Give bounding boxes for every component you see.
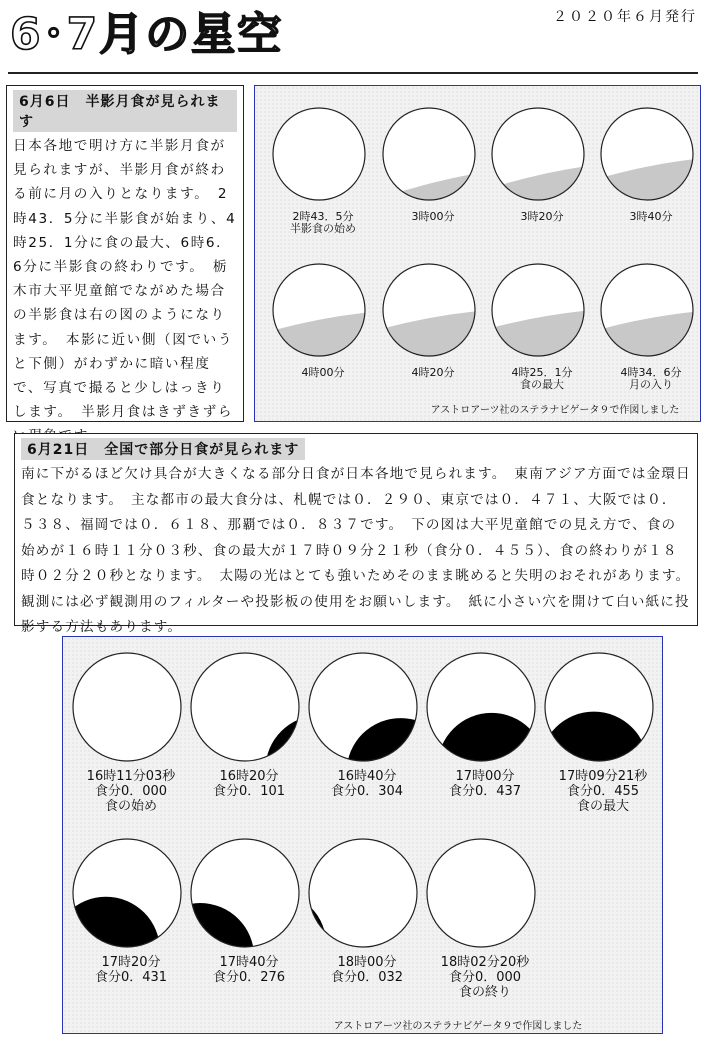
lunar-diagram-credit: アストロアーツ社のステラナビゲータ９で作図しました <box>430 405 680 416</box>
moon-phase <box>381 264 477 379</box>
sun-phase-label: 食の始め <box>104 799 158 814</box>
sun-phase-label: 食の終り <box>458 985 512 1000</box>
sun-phase <box>427 839 535 1000</box>
sun-phase-label: 食分0．032 <box>330 970 404 985</box>
moon-phase <box>273 108 365 235</box>
lunar-eclipse-text: 日本各地で明け方に半影月食が見られますが、半影月食が終わる前に月の入りとなります。 2時43．5分に半影食が始まり、4時25．1分に食の最大、6時6．6分に半影食の終わりです。 栃木市大平児童館でながめた場合の半影食は右の図のようになります。 本影に近い側（図でいうと下側）がわずかに暗い程度で、写真で撮ると少しはっきりします。 半影月食はきずきずら <box>13 138 237 421</box>
sun-phase-label: 食分0．304 <box>330 784 404 799</box>
sun-phase <box>309 653 455 826</box>
moon-phase-label: 半影食の始め <box>290 222 356 235</box>
moon-phase <box>381 108 477 223</box>
sun-phase-label: 食の最大 <box>576 799 630 814</box>
sun-phase-label: 17時09分21秒 <box>558 769 648 784</box>
solar-eclipse-article <box>14 433 699 635</box>
lunar-eclipse-diagram <box>254 85 701 422</box>
title-divider <box>8 72 698 74</box>
moon-phase-label: 3時00分 <box>411 210 455 223</box>
moon-phase-label: 4時00分 <box>301 366 345 379</box>
solar-eclipse-diagram <box>62 636 663 1034</box>
sun-phase-label: 17時00分 <box>455 769 515 784</box>
sun-phase <box>63 839 181 1005</box>
moon-phase-label: 3時40分 <box>629 210 673 223</box>
sun-phase-label: 16時11分03秒 <box>86 769 176 784</box>
moon-phase <box>271 264 367 379</box>
solar-eclipse-heading: 6月21日 全国で部分日食が見られます <box>21 438 305 460</box>
moon-phase-label: 4時34．6分 <box>620 366 682 379</box>
moon-phase-label: 食の最大 <box>520 378 564 391</box>
solar-diagram-credit: アストロアーツ社のステラナビゲータ９で作図しました <box>333 1021 583 1032</box>
sun-phase-label: 食分0．437 <box>448 784 522 799</box>
sun-phase-label: 食分0．276 <box>212 970 286 985</box>
moon-phase <box>490 108 586 223</box>
lunar-eclipse-article <box>6 85 244 422</box>
sun-phase-label: 18時02分20秒 <box>440 955 530 970</box>
moon-phase <box>599 108 695 223</box>
sun-phase-label: 食分0．431 <box>94 970 168 985</box>
sun-phase-label: 16時20分 <box>219 769 279 784</box>
sun-phase-label: 食分0．455 <box>566 784 640 799</box>
moon-phase-label: 4時25．1分 <box>511 366 573 379</box>
sun-phase <box>73 653 181 814</box>
lunar-eclipse-figure <box>255 86 700 421</box>
solar-eclipse-figure <box>63 637 662 1033</box>
sun-phase-label: 食分0．000 <box>94 784 168 799</box>
sun-phase-label: 18時00分 <box>337 955 397 970</box>
sun-phase <box>540 653 653 820</box>
issue-date: ２０２０年６月発行 <box>553 9 697 25</box>
moon-phase-label: 4時20分 <box>411 366 455 379</box>
sun-phase-label: 16時40分 <box>337 769 397 784</box>
moon-phase-label: 月の入り <box>629 378 673 391</box>
lunar-eclipse-heading: 6月6日 半影月食が見られます <box>13 90 237 132</box>
sun-phase-label: 17時40分 <box>219 955 279 970</box>
sun-phase <box>427 653 546 821</box>
moon-phase-label: 3時20分 <box>520 210 564 223</box>
sun-phase-label: 17時20分 <box>101 955 161 970</box>
moon-silhouette <box>438 713 546 821</box>
sun-phase-label: 食分0．000 <box>448 970 522 985</box>
page-title: 6･7月の星空 <box>10 9 284 60</box>
solar-eclipse-text: 南に下がるほど欠け具合が大きくなる部分日食が日本各地で見られます。 東南アジア方面では金環日食となります。 主な都市の最大食分は、札幌では０．２９０、東京では０．４７１、大阪では０．５３８、福岡では０．６１８、那覇では０．８３７です。 下の図は大平児童館での見え方で、食の始めが１６時１１分０３秒、食の最大が１７時０９分２１秒（食分０．４５５）、食の終わりが１８時０２分２０秒となります。 太陽の光はとても強いためそのまま眺めると失明のおそれがあります。 観測には必ず観測用のフィルターや投影板の使用をお願いします。 紙に小さい穴を開けて白い紙に投影する方法もあります。 <box>21 466 699 635</box>
moon-phase <box>599 264 695 391</box>
moon-phase <box>490 264 586 391</box>
moon-phase-label: 2時43．5分 <box>292 210 354 223</box>
sun-phase-label: 食分0．101 <box>212 784 286 799</box>
